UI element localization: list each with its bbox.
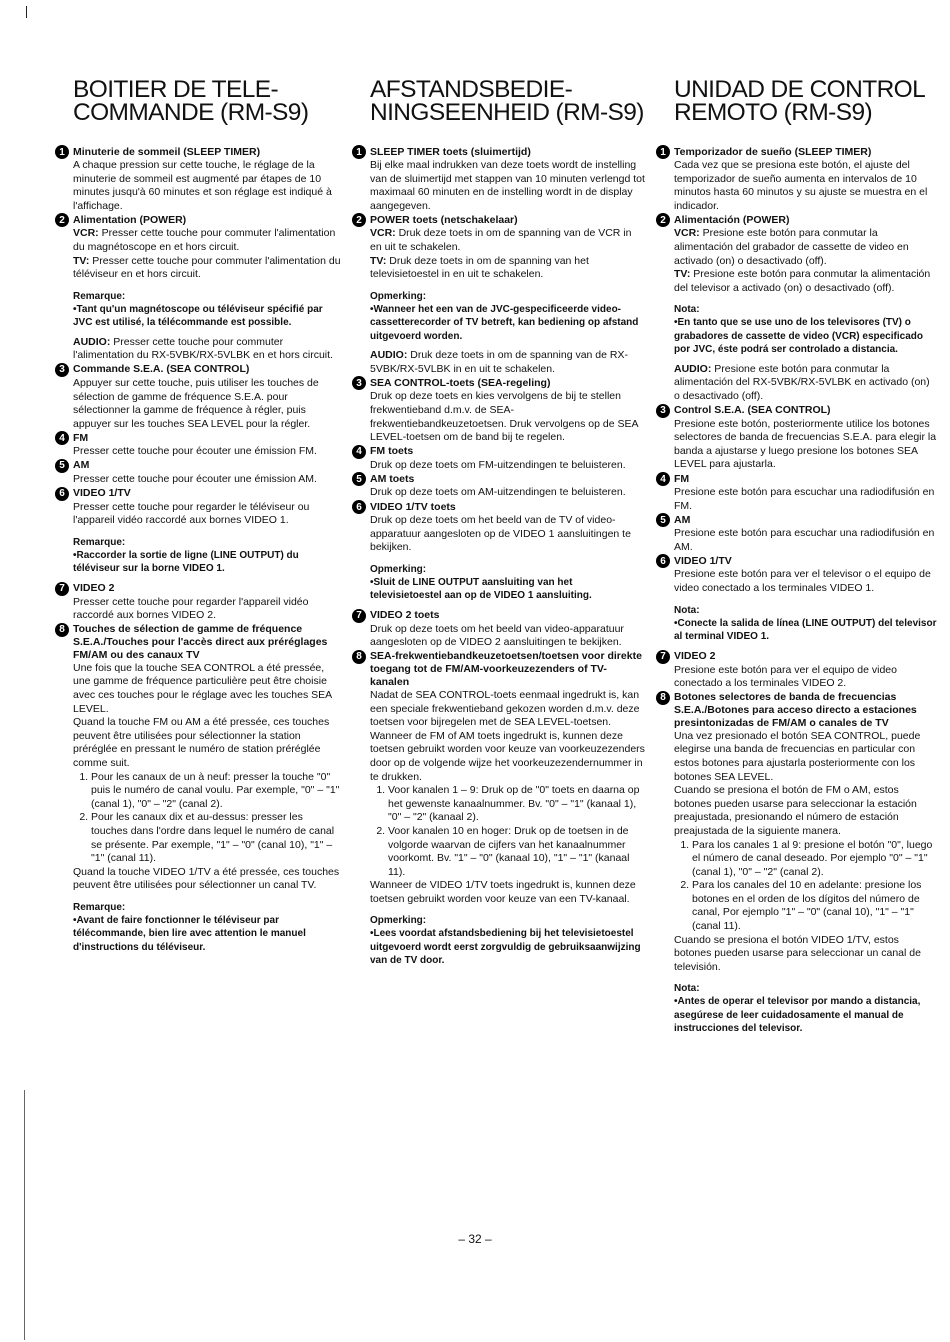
note-title: Nota: — [674, 604, 700, 616]
tv-label: TV: — [370, 254, 387, 267]
margin-mark-top — [26, 6, 27, 18]
number-badge: 5 — [352, 472, 366, 486]
paragraph: Cuando se presiona el botón de FM o AM, estos botones pueden usarse para seleccionar la estación preajustada, presionando el número de estación preajustada de la siguiente manera. — [674, 784, 917, 837]
number-badge: 6 — [55, 487, 69, 501]
item-heading: Control S.E.A. (SEA CONTROL) — [674, 404, 831, 417]
item-heading: VIDEO 1/TV — [73, 487, 131, 499]
note-text: • Avant de faire fonctionner le téléviseur par télécommande, bien lire avec attention le manuel d'instructions du téléviseur. — [73, 914, 341, 955]
column-spanish — [660, 76, 938, 1042]
number-badge: 8 — [352, 650, 366, 664]
item-text: Presione este botón para ver el televisor o el equipo de video conectado a los terminales VIDEO 1. — [674, 568, 931, 594]
note-box — [73, 901, 341, 955]
item-am — [356, 472, 645, 500]
vcr-text: Presser cette touche pour commuter l'alimentation du magnétoscope en et hors circuit. — [73, 227, 336, 253]
number-badge: 4 — [352, 445, 366, 459]
item-fm — [59, 431, 341, 459]
note-text: • Wanneer het een van de JVC-gespecificeerde video-cassetterecorder of TV betreft, kan bediening op afstand uitgevoerd worden. — [370, 303, 645, 344]
note-title: Opmerking: — [370, 290, 427, 302]
item-text: Presione este botón para escuchar una radiodifusión en FM. — [674, 486, 935, 512]
item-text: Cada vez que se presiona este botón, el ajuste del temporizador de sueño aumenta en intervalos de 10 minutos hasta 60 minutos y su ajuste se muestra en el indicador. — [674, 159, 928, 212]
number-badge: 4 — [55, 431, 69, 445]
number-badge: 1 — [55, 145, 69, 159]
item-video1-tv — [660, 554, 938, 643]
item-text: Druk op deze toets om het beeld van de TV of video-apparatuur aangesloten op de VIDEO 1 aansluitingen te bekijken. — [370, 514, 631, 554]
item-power — [356, 213, 645, 376]
note-text: • Lees voordat afstandsbediening bij het televisietoestel uitgevoerd wordt eerst zorgvuldig de gebruiksaanwijzing van de TV door. — [370, 927, 645, 968]
item-video2 — [59, 582, 341, 623]
tv-label: TV: — [674, 268, 691, 281]
paragraph: Quand la touche VIDEO 1/TV a été pressée, ces touches peuvent être utilisées pour sélectionner un canal TV. — [73, 865, 340, 892]
item-text: Druk op deze toets om FM-uitzendingen te beluisteren. — [370, 458, 626, 471]
item-text: Presser cette touche pour regarder l'appareil vidéo raccordé aux bornes VIDEO 2. — [73, 595, 309, 622]
number-badge: 1 — [656, 145, 670, 159]
list-item: 2. Para los canales del 10 en adelante: presione los botones en el orden de los dígitos del número de canal, Por ejemplo "1" – "0" (canal 10), "1" – "1" (canal 11). — [692, 879, 938, 933]
number-badge: 6 — [656, 554, 670, 568]
number-badge: 5 — [55, 459, 69, 473]
item-video2 — [660, 650, 938, 691]
paragraph: Une fois que la touche SEA CONTROL a été pressée, une gamme de fréquence particulière peut être choisie avec ces touches pour le réglage avec les touches SEA LEVEL. — [73, 661, 332, 715]
item-heading: VIDEO 1/TV toets — [370, 500, 456, 513]
item-text: Bij elke maal indrukken van deze toets wordt de instelling van de sluimertijd met stappen van 10 minuten verlengd tot maximaal 60 minuten en de instelling wordt in de display aangegeven. — [370, 159, 645, 212]
section-title-dutch: AFSTANDSBEDIE- NINGSEENHEID (RM-S9) — [370, 76, 644, 126]
item-video1-tv — [59, 487, 341, 576]
number-badge: 2 — [656, 213, 670, 227]
vcr-text: Druk deze toets in om de spanning van de VCR in en uit te schakelen. — [370, 227, 632, 253]
item-heading: AM toets — [370, 472, 415, 485]
list-item: 1. Pour les canaux de un à neuf: presser la touche "0" puis le numéro de canal voulu. Par exemple, "0" – "1" (canal 1), "0" – "2" (canal 2). — [91, 771, 341, 812]
note-title: Nota: — [674, 983, 700, 995]
item-sea-band-select — [59, 622, 341, 955]
number-badge: 5 — [656, 513, 670, 527]
item-text: Presser cette touche pour écouter une émission AM. — [73, 472, 317, 485]
note-text: • Tant qu'un magnétoscope ou téléviseur spécifié par JVC est utilisé, la télécommande est possible. — [73, 303, 341, 330]
audio-text: Druk deze toets in om de spanning van de RX-5VBK/RX-5VLBK in en uit te schakelen. — [370, 349, 628, 375]
vcr-text: Presione este botón para conmutar la alimentación del grabador de cassette de video en activado (on) o desactivado (off). — [674, 227, 909, 267]
item-heading: Minuterie de sommeil (SLEEP TIMER) — [73, 145, 261, 158]
item-video1-tv — [356, 500, 645, 603]
number-badge: 1 — [352, 145, 366, 159]
note-text: • En tanto que se use uno de los televisores (TV) o grabadores de cassette de video (VCR) especificado por JVC, éste podrá ser controlado a distancia. — [674, 316, 938, 357]
note-title: Remarque: — [73, 536, 126, 548]
item-text: A chaque pression sur cette touche, le réglage de la minuterie de sommeil est augmenté par étapes de 10 minutes jusqu'à 60 minutes et son réglage est indiqué à l'affichage. — [73, 159, 332, 212]
paragraph: Cuando se presiona el botón VIDEO 1/TV, estos botones pueden usarse para seleccionar un canal de televisión. — [674, 933, 921, 973]
note-text: • Antes de operar el televisor por mando a distancia, asegúrese de leer cuidadosamente el manual de instrucciones del televisor. — [674, 995, 938, 1036]
item-sleep-timer — [660, 145, 938, 213]
note-title: Remarque: — [73, 290, 126, 302]
paragraph: Una vez presionado el botón SEA CONTROL, puede elegirse una banda de frecuencias en particular con estos botones para ajustarla posteriormente con los botones SEA LEVEL. — [674, 729, 921, 783]
margin-mark-bottom — [24, 1090, 25, 1340]
vcr-label: VCR: — [674, 227, 700, 240]
section-title-spanish: UNIDAD DE CONTROL REMOTO (RM-S9) — [674, 76, 926, 126]
item-text: Presser cette touche pour regarder le téléviseur ou l'appareil vidéo raccordé aux bornes VIDEO 1. — [73, 500, 310, 527]
item-heading: FM — [674, 472, 690, 485]
note-box — [370, 290, 645, 344]
note-text: • Conecte la salida de línea (LINE OUTPUT) del televisor al terminal VIDEO 1. — [674, 617, 938, 644]
item-heading: Alimentación (POWER) — [674, 213, 790, 226]
item-text: Presser cette touche pour écouter une émission FM. — [73, 445, 317, 458]
item-text: Appuyer sur cette touche, puis utiliser les touches de sélection de gamme de fréquence S.E.A. pour sélectionner la gamme de fréquence à régler, puis appuyer sur les touches SEA LEVEL pour la régler. — [73, 376, 319, 430]
item-heading: Touches de sélection de gamme de fréquence S.E.A./Touches pour l'accès direct aux préréglages FM/AM ou des canaux TV — [73, 622, 328, 661]
item-heading: SEA CONTROL-toets (SEA-regeling) — [370, 376, 551, 389]
item-heading: Temporizador de sueño (SLEEP TIMER) — [674, 145, 872, 158]
tv-text: Druk deze toets in om de spanning van het televisietoestel in en uit te schakelen. — [370, 254, 589, 281]
item-heading: VIDEO 1/TV — [674, 554, 732, 567]
item-heading: VIDEO 2 toets — [370, 609, 440, 622]
item-sea-control — [660, 404, 938, 472]
item-sea-band-select — [356, 649, 645, 968]
item-text: Presione este botón, posteriormente utilice los botones selectores de banda de frecuencias S.E.A. para elegir la banda a ajustarse y luego presione los botones SEA LEVEL para ajustarla. — [674, 417, 937, 471]
item-heading: Alimentation (POWER) — [73, 213, 187, 226]
list-item: 1. Voor kanalen 1 – 9: Druk op de "0" toets en daarna op het gewenste kanaalnummer. Bv. "0" – "1" (kanaal 1), "0" – "2" (kanaal 2). — [388, 784, 645, 825]
item-text: Druk op deze toets en kies vervolgens de bij te stellen frekwentieband d.m.v. de SEA-frekwentiebandkeuzetoetsen. Druk vervolgens op de SEA LEVEL-toetsen om de band bij te regelen. — [370, 390, 638, 444]
audio-text: Presser cette touche pour commuter l'alimentation du RX-5VBK/RX-5VLBK en et hors circuit. — [73, 335, 333, 362]
item-sea-control — [356, 376, 645, 444]
audio-label: AUDIO: — [674, 362, 712, 375]
section-title-french: BOITIER DE TELE- COMMANDE (RM-S9) — [73, 76, 309, 126]
number-badge: 8 — [55, 623, 69, 637]
item-power — [660, 213, 938, 403]
paragraph: Wanneer de FM of AM toets ingedrukt is, kunnen deze toetsen gebruikt worden voor keuze van voorkeuzezenders door op de volgende wijze het voorkeuzezendernummer in te drukken. — [370, 729, 645, 783]
number-badge: 2 — [55, 213, 69, 227]
item-heading: Commande S.E.A. (SEA CONTROL) — [73, 363, 250, 376]
item-text: Presione este botón para escuchar una radiodifusión en AM. — [674, 527, 935, 553]
item-sea-band-select — [660, 690, 938, 1036]
number-badge: 4 — [656, 472, 670, 486]
paragraph: Wanneer de VIDEO 1/TV toets ingedrukt is, kunnen deze toetsen gebruikt worden voor keuze van een TV-kanaal. — [370, 879, 636, 905]
note-box — [370, 563, 645, 603]
list-item: 1. Para los canales 1 al 9: presione el botón "0", luego el número de canal deseado. Por ejemplo "0" – "1" (canal 1), "0" – "2" (canal 2). — [692, 839, 938, 880]
paragraph: Quand la touche FM ou AM a été pressée, ces touches peuvent être utilisées pour sélectionner la station préréglée en pressant le numéro de station préréglée comme suit. — [73, 716, 330, 770]
item-am — [59, 459, 341, 487]
note-text: • Sluit de LINE OUTPUT aansluiting van het televisietoestel aan op de VIDEO 1 aansluiting. — [370, 576, 645, 603]
item-power — [59, 213, 341, 363]
note-title: Opmerking: — [370, 563, 427, 575]
item-fm — [660, 472, 938, 513]
list-item: 2. Voor kanalen 10 en hoger: Druk op de toetsen in de volgorde waarvan de cijfers van het kanaalnummer voorkomt. Bv. "1" – "0" (kanaal 10), "1" – "1" (kanaal 11). — [388, 825, 645, 879]
number-badge: 3 — [352, 376, 366, 390]
item-text: Druk op deze toets om het beeld van video-apparatuur aangesloten op de VIDEO 2 aansluitingen te bekijken. — [370, 622, 624, 649]
item-text: Presione este botón para ver el equipo de video conectado a los terminales VIDEO 2. — [674, 663, 897, 690]
audio-label: AUDIO: — [370, 349, 408, 362]
item-heading: SEA-frekwentiebandkeuzetoetsen/toetsen voor direkte toegang tot de FM/AM-voorkeuzezenders of TV-kanalen — [370, 649, 642, 688]
list-item: 2. Pour les canaux dix et au-dessus: presser les touches dans l'ordre dans lequel le numéro de canal se présente. Par exemple, "1" – "0" (canal 10), "1" – "1" (canal 11). — [91, 811, 341, 865]
note-title: Opmerking: — [370, 915, 427, 927]
item-heading: VIDEO 2 — [674, 650, 716, 663]
number-badge: 3 — [55, 363, 69, 377]
item-heading: POWER toets (netschakelaar) — [370, 213, 518, 226]
item-sea-control — [59, 363, 341, 431]
note-box — [73, 290, 341, 330]
item-heading: FM toets — [370, 445, 414, 458]
note-box — [73, 536, 341, 576]
number-badge: 2 — [352, 213, 366, 227]
note-title: Remarque: — [73, 901, 126, 913]
note-box — [674, 303, 938, 357]
number-badge: 3 — [656, 404, 670, 418]
page-number: – 32 – — [458, 1232, 492, 1246]
item-heading: AM — [73, 459, 90, 472]
note-text: • Raccorder la sortie de ligne (LINE OUTPUT) du téléviseur sur la borne VIDEO 1. — [73, 549, 341, 576]
item-video2 — [356, 609, 645, 650]
note-box — [674, 604, 938, 644]
audio-text: Presione este botón para conmutar la alimentación del RX-5VBK/RX-5VLBK en activado (on) o desactivado (off). — [674, 362, 930, 403]
note-box — [370, 914, 645, 968]
note-title: Nota: — [674, 304, 700, 316]
tv-text: Presione este botón para conmutar la alimentación del televisor a activado (on) o desactivado (off). — [674, 268, 931, 294]
audio-label: AUDIO: — [73, 335, 111, 348]
number-badge: 8 — [656, 691, 670, 705]
item-fm — [356, 445, 645, 473]
item-text: Druk op deze toets om AM-uitzendingen te beluisteren. — [370, 486, 626, 499]
number-badge: 7 — [656, 650, 670, 664]
vcr-label: VCR: — [73, 227, 99, 240]
item-heading: Botones selectores de banda de frecuencias S.E.A./Botones para acceso directo a estaciones presintonizadas de FM/AM o canales de TV — [674, 690, 917, 729]
tv-label: TV: — [73, 254, 90, 267]
item-sleep-timer — [59, 145, 341, 213]
item-heading: FM — [73, 431, 89, 444]
paragraph: Nadat de SEA CONTROL-toets eenmaal ingedrukt is, kan een speciale frekwentieband gekozen worden d.m.v. deze toetsen voor bijregelen met de SEA LEVEL-toetsen. — [370, 688, 640, 729]
number-badge: 7 — [352, 609, 366, 623]
item-am — [660, 513, 938, 554]
note-box — [674, 982, 938, 1036]
item-heading: AM — [674, 513, 691, 526]
number-badge: 7 — [55, 582, 69, 596]
tv-text: Presser cette touche pour commuter l'alimentation du téléviseur en et hors circuit. — [73, 254, 341, 281]
number-badge: 6 — [352, 500, 366, 514]
vcr-label: VCR: — [370, 227, 396, 240]
item-heading: SLEEP TIMER toets (sluimertijd) — [370, 145, 531, 158]
item-heading: VIDEO 2 — [73, 582, 115, 595]
column-french — [59, 76, 341, 960]
column-dutch — [356, 76, 645, 974]
item-sleep-timer — [356, 145, 645, 213]
